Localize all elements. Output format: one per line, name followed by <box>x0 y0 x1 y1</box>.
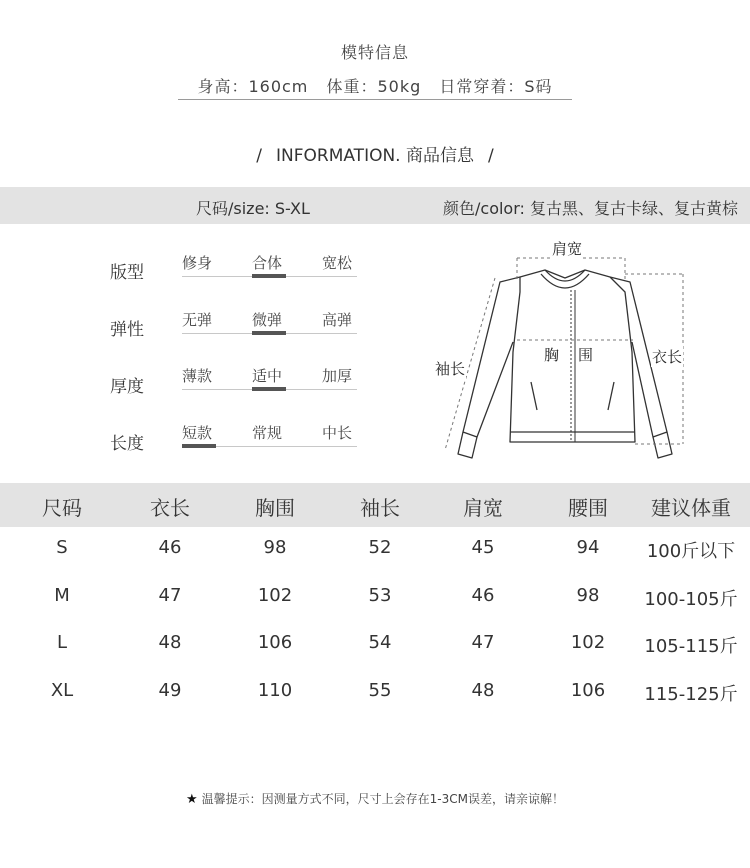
star-icon: ★ <box>186 792 198 807</box>
size-table-header: 尺码 <box>42 496 82 520</box>
table-cell: 52 <box>368 537 392 558</box>
table-cell: 106 <box>570 680 606 701</box>
attr-label-length: 长度 <box>110 434 144 454</box>
information-heading-text: INFORMATION. 商品信息 <box>276 146 474 166</box>
jacket-measurement-diagram <box>425 232 725 472</box>
table-cell: 100-105斤 <box>644 589 738 610</box>
table-cell: L <box>56 632 68 653</box>
chest-label-right: 围 <box>578 346 594 364</box>
model-info-title: 模特信息 <box>340 43 409 62</box>
table-cell: XL <box>50 680 74 701</box>
attr-option: 宽松 <box>322 254 353 272</box>
table-cell: 105-115斤 <box>644 636 738 657</box>
footnote-text: 温馨提示：因测量方式不同，尺寸上会存在1-3CM误差，请亲谅解！ <box>201 792 564 806</box>
table-cell: M <box>54 585 70 606</box>
table-cell: 55 <box>368 680 392 701</box>
attr-label-thickness: 厚度 <box>110 377 144 397</box>
table-cell: 47 <box>471 632 495 653</box>
attr-selected-marker <box>182 444 216 448</box>
attr-option: 高弹 <box>322 311 353 329</box>
table-cell: 46 <box>471 585 495 606</box>
table-cell: 102 <box>257 585 293 606</box>
table-cell: 94 <box>576 537 600 558</box>
table-cell: 46 <box>158 537 182 558</box>
table-cell: 106 <box>257 632 293 653</box>
attr-selected-marker <box>252 387 286 391</box>
model-info-line <box>0 74 750 97</box>
attr-option: 合体 <box>252 254 283 272</box>
measurement-footnote <box>0 790 750 807</box>
shoulder-width-label: 肩宽 <box>552 240 583 258</box>
information-heading: / INFORMATION. 商品信息 / <box>256 146 494 166</box>
model-info-divider <box>178 99 572 100</box>
attr-option: 适中 <box>252 367 283 385</box>
table-cell: 49 <box>158 680 182 701</box>
attr-option: 薄款 <box>182 367 213 385</box>
table-cell: 102 <box>570 632 606 653</box>
table-cell: 47 <box>158 585 182 606</box>
size-table-header: 建议体重 <box>651 496 731 520</box>
size-table-header: 肩宽 <box>463 496 503 520</box>
body-length-label: 衣长 <box>652 348 683 366</box>
attr-label-elasticity: 弹性 <box>110 320 144 340</box>
table-cell: 115-125斤 <box>644 684 738 705</box>
attr-label-fit: 版型 <box>110 263 144 283</box>
table-cell: 98 <box>576 585 600 606</box>
attr-option: 微弹 <box>252 311 283 329</box>
table-cell: 48 <box>471 680 495 701</box>
size-table-header: 胸围 <box>255 496 295 520</box>
table-cell: S <box>56 537 68 558</box>
table-cell: 45 <box>471 537 495 558</box>
attr-option: 无弹 <box>182 311 213 329</box>
table-cell: 48 <box>158 632 182 653</box>
table-cell: 54 <box>368 632 392 653</box>
size-range-text: 尺码/size: S-XL <box>196 199 310 218</box>
model-weight: 体重：50kg <box>326 77 422 96</box>
attr-option: 修身 <box>182 254 213 272</box>
table-cell: 98 <box>263 537 287 558</box>
color-options-text: 颜色/color: 复古黑、复古卡绿、复古黄棕 <box>443 199 738 218</box>
table-cell: 53 <box>368 585 392 606</box>
model-height: 身高：160cm <box>197 77 309 96</box>
table-cell: 110 <box>257 680 293 701</box>
attr-selected-marker <box>252 274 286 278</box>
attr-option: 短款 <box>182 424 213 442</box>
model-size: 日常穿着：S码 <box>439 77 553 96</box>
size-table-header: 袖长 <box>360 496 400 520</box>
attr-option: 中长 <box>322 424 353 442</box>
attr-selected-marker <box>252 331 286 335</box>
size-table-header: 衣长 <box>150 496 190 520</box>
chest-label-left: 胸 <box>544 346 560 364</box>
attr-option: 加厚 <box>322 367 353 385</box>
size-table-header: 腰围 <box>568 496 608 520</box>
table-cell: 100斤以下 <box>646 541 736 562</box>
sleeve-length-label: 袖长 <box>435 360 466 378</box>
attr-option: 常规 <box>252 424 283 442</box>
